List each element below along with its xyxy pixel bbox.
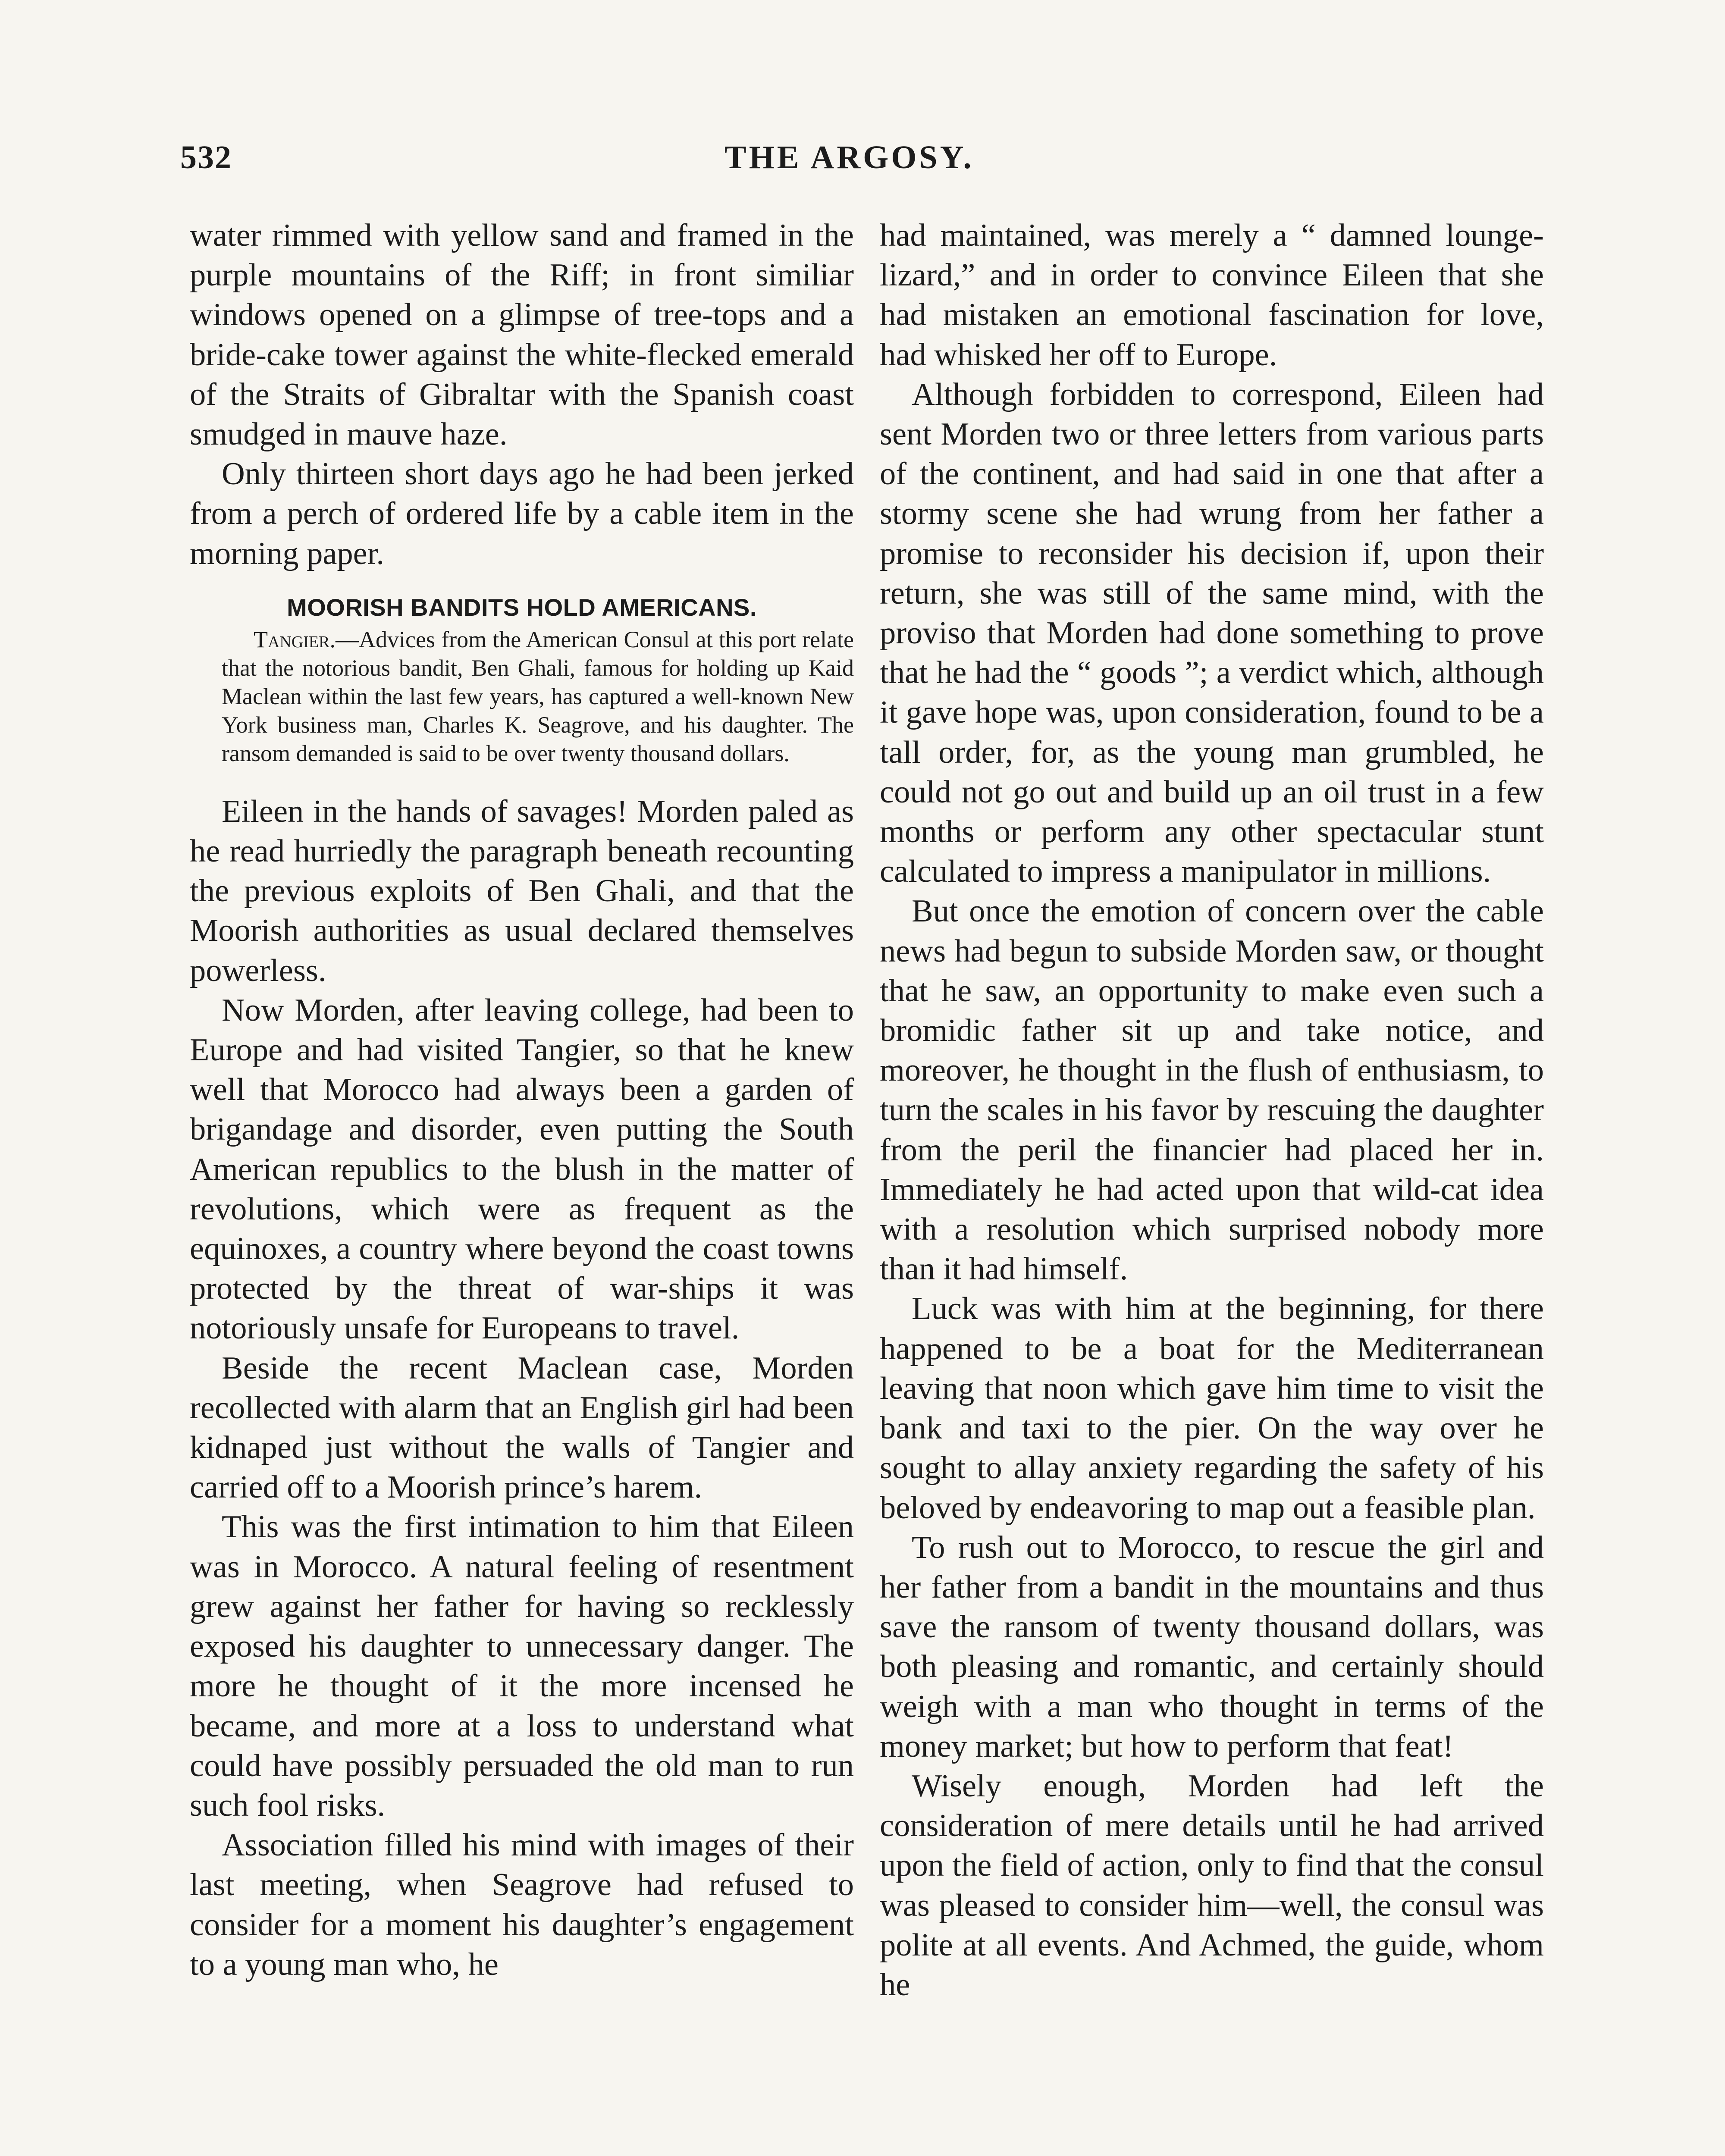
paragraph: Wisely enough, Morden had left the consideration of mere details until he had arrived upon the field of action, only to find that the consul was pleased to consider him—well, the consul was polite at all events. And Achmed, the guide, whom he	[880, 1768, 1544, 2002]
clipping-body	[222, 625, 854, 768]
paragraph: Now Morden, after leaving college, had been to Europe and had visited Tangier, so that he knew well that Morocco had always been a garden of brigandage and disorder, even putting the South American republics to the blush in the matter of revolutions, which were as frequent as the equinoxes, a country where beyond the coast towns protected by the threat of war-ships it was notoriously unsafe for Europeans to travel.	[190, 992, 854, 1346]
paragraph: water rimmed with yellow sand and framed in the purple mountains of the Riff; in front similiar windows opened on a glimpse of tree-tops and a bride-cake tower against the white-flecked emerald of the Straits of Gibraltar with the Spanish coast smudged in mauve haze.	[190, 218, 854, 452]
clipping-headline: MOORISH BANDITS HOLD AMERICANS.	[287, 593, 757, 621]
left-column	[190, 216, 854, 1984]
running-head-title: THE ARGOSY.	[724, 139, 974, 175]
paragraph: Association filled his mind with images of their last meeting, when Seagrove had refused to consider for a moment his daughter’s engagement to a young man who, he	[190, 1827, 854, 1982]
paragraph: This was the first intimation to him that Eileen was in Morocco. A natural feeling of resentment grew against her father for having so recklessly exposed his daughter to unnecessary danger. The more he thought of it the more incensed he became, and more at a loss to understand what could have possibly persuaded the old man to run such fool risks.	[190, 1509, 854, 1823]
news-clipping	[190, 592, 854, 768]
page-number: 532	[180, 139, 232, 175]
paragraph: had maintained, was merely a “ damned lounge-lizard,” and in order to convince Eileen that she had mistaken an emotional fascination for love, had whisked her off to Europe.	[880, 218, 1544, 373]
paragraph: Luck was with him at the beginning, for there happened to be a boat for the Mediterranean leaving that noon which gave him time to visit the bank and taxi to the pier. On the way over he sought to allay anxiety regarding the safety of his beloved by endeavoring to map out a feasible plan.	[880, 1291, 1544, 1526]
clipping-dateline: Tangier.	[254, 626, 336, 652]
paragraph: To rush out to Morocco, to rescue the girl and her father from a bandit in the mountains and thus save the ransom of twenty thousand dollars, was both pleasing and romantic, and certainly should weigh with a man who thought in terms of the money market; but how to perform that feat!	[880, 1529, 1544, 1764]
right-column	[880, 216, 1544, 2005]
paragraph: Eileen in the hands of savages! Morden paled as he read hurriedly the paragraph beneath recounting the previous exploits of Ben Ghali, and that the Moorish authorities as usual declared themselves powerless.	[190, 793, 854, 988]
paragraph: Beside the recent Maclean case, Morden recollected with alarm that an English girl had been kidnaped just without the walls of Tangier and carried off to a Moorish prince’s harem.	[190, 1350, 854, 1505]
paragraph: Although forbidden to correspond, Eileen had sent Morden two or three letters from various parts of the continent, and had said in one that after a stormy scene she had wrung from her father a promise to reconsider his decision if, upon their return, she was still of the same mind, with the proviso that Morden had done something to prove that he had the “ goods ”; a verdict which, although it gave hope was, upon consideration, found to be a tall order, for, as the young man grumbled, he could not go out and build up an oil trust in a few months or perform any other spectacular stunt calculated to impress a manipulator in millions.	[880, 376, 1544, 890]
clipping-text: —Advices from the American Consul at this port relate that the notorious bandit, Ben Ghali, famous for holding up Kaid Maclean within the last few years, has captured a well-known New York business man, Charles K. Seagrove, and his daughter. The ransom demanded is said to be over twenty thousand dollars.	[222, 626, 854, 766]
paragraph: But once the emotion of concern over the cable news had begun to subside Morden saw, or thought that he saw, an opportunity to make even such a bromidic father sit up and take notice, and moreover, he thought in the flush of enthusiasm, to turn the scales in his favor by rescuing the daughter from the peril the financier had placed her in. Immediately he had acted upon that wild-cat idea with a resolution which surprised nobody more than it had himself.	[880, 893, 1544, 1287]
paragraph: Only thirteen short days ago he had been jerked from a perch of ordered life by a cable item in the morning paper.	[190, 456, 854, 571]
